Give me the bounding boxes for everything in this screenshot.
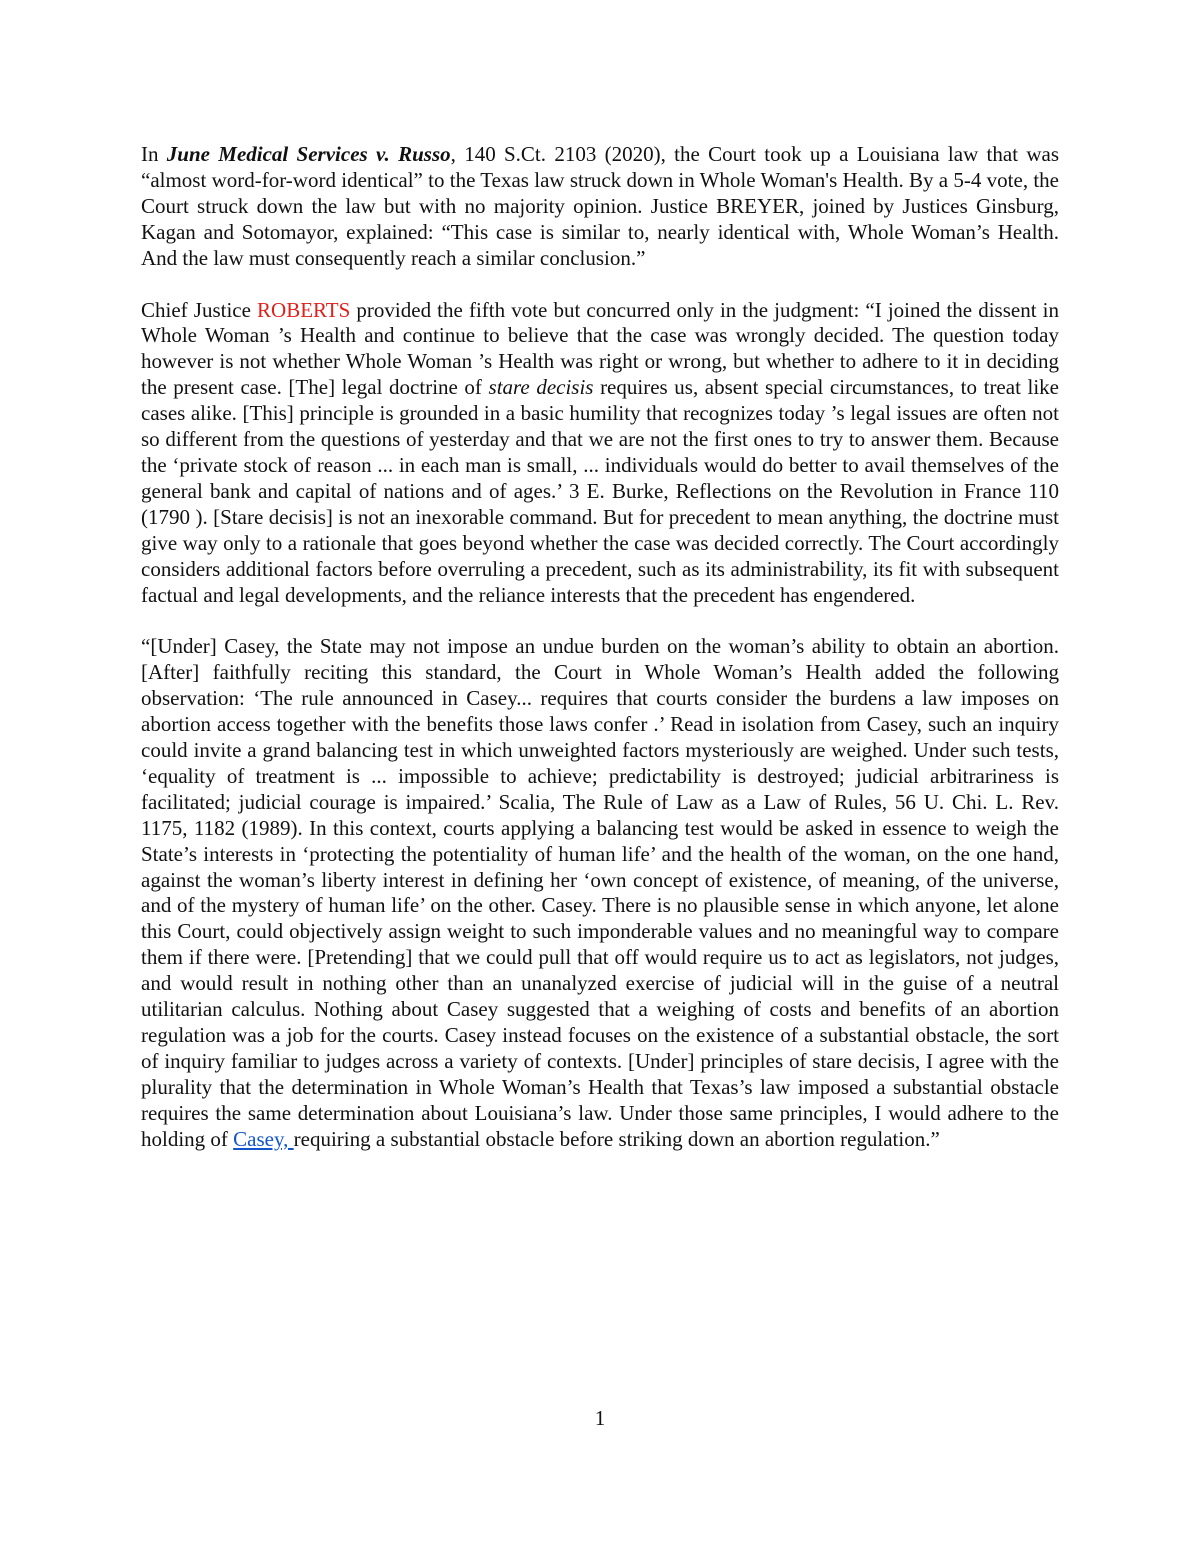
paragraph3-text-after-link: requiring a substantial obstacle before striking down an abortion regulation.” (293, 1126, 940, 1151)
paragraph-casey-quote (141, 634, 1059, 1152)
paragraph2-prefix: Chief Justice (141, 297, 258, 322)
paragraph2-text-after-italic: requires us, absent special circumstances, to treat like cases alike. [This] principle is grounded in a basic humility that recognizes today ’s legal issues are often not so different from the questions of yesterday and that we are not the first ones to try to answer them. Because the ‘private stock of reason ... in each man is small, ... individuals would do better to avail themselves of the general bank and capital of nations and of ages.’ 3 E. Burke, Reflections on the Revolution in France 110 (1790 ). [Stare decisis] is not an inexorable command. But for precedent to mean anything, the doctrine must give way only to a rationale that goes beyond whether the case was decided correctly. The Court accordingly considers additional factors before overruling a precedent, such as its administrability, its fit with subsequent factual and legal developments, and the reliance interests that the precedent has engendered. (141, 375, 1059, 607)
casey-link[interactable]: Casey, (233, 1126, 294, 1151)
stare-decisis-term: stare decisis (488, 375, 594, 400)
paragraph1-intro: In (141, 142, 167, 166)
justice-name-roberts: ROBERTS (257, 297, 351, 322)
case-name: June Medical Services v. Russo (166, 142, 451, 166)
paragraph2-text-before-italic: provided the fifth vote but concurred only in the judgment: “I joined the dissent in Whole Woman ’s Health and continue to believe that the case was wrongly decided. The question today however is not whether Whole Woman ’s Health was right or wrong, but whether to adhere to it in deciding the present case. [The] legal doctrine of (141, 297, 1060, 400)
paragraph-roberts-concurrence (141, 298, 1059, 609)
paragraph1-text: , 140 S.Ct. 2103 (2020), the Court took up a Louisiana law that was “almost word-for-word identical” to the Texas law struck down in Whole Woman's Health. By a 5-4 vote, the Court struck down the law but with no majority opinion. Justice BREYER, joined by Justices Ginsburg, Kagan and Sotomayor, explained: “This case is similar to, nearly identical with, Whole Woman’s Health. And the law must consequently reach a similar conclusion.” (141, 142, 1059, 270)
paragraph3-text-before-link: “[Under] Casey, the State may not impose an undue burden on the woman’s ability to obtain an abortion. [After] faithfully reciting this standard, the Court in Whole Woman’s Health added the following observation: ‘The rule announced in Casey... requires that courts consider the burdens a law imposes on abortion access together with the benefits those laws confer .’ Read in isolation from Casey, such an inquiry could invite a grand balancing test in which unweighted factors mysteriously are weighed. Under such tests, ‘equality of treatment is ... impossible to achieve; predictability is destroyed; judicial arbitrariness is facilitated; judicial courage is impaired.’ Scalia, The Rule of Law as a Law of Rules, 56 U. Chi. L. Rev. 1175, 1182 (1989). In this context, courts applying a balancing test would be asked in essence to weigh the State’s interests in ‘protecting the potentiality of human life’ and the health of the woman, on the one hand, against the woman’s liberty interest in defining her ‘own concept of existence, of meaning, of the universe, and of the mystery of human life’ on the other. Casey. There is no plausible sense in which anyone, let alone this Court, could objectively assign weight to such imponderable values and no meaningful way to compare them if there were. [Pretending] that we could pull that off would require us to act as legislators, not judges, and would result in nothing other than an unanalyzed exercise of judicial will in the guise of a neutral utilitarian calculus. Nothing about Casey suggested that a weighing of costs and benefits of an abortion regulation was a job for the courts. Casey instead focuses on the existence of a substantial obstacle, the sort of inquiry familiar to judges across a variety of contexts. [Under] principles of stare decisis, I agree with the plurality that the determination in Whole Woman’s Health that Texas’s law imposed a substantial obstacle requires the same determination about Louisiana’s law. Under those same principles, I would adhere to the holding of (141, 634, 1059, 1151)
page-number: 1 (594, 1406, 606, 1430)
paragraph-june-medical (141, 142, 1059, 272)
document-body (141, 142, 1059, 1179)
